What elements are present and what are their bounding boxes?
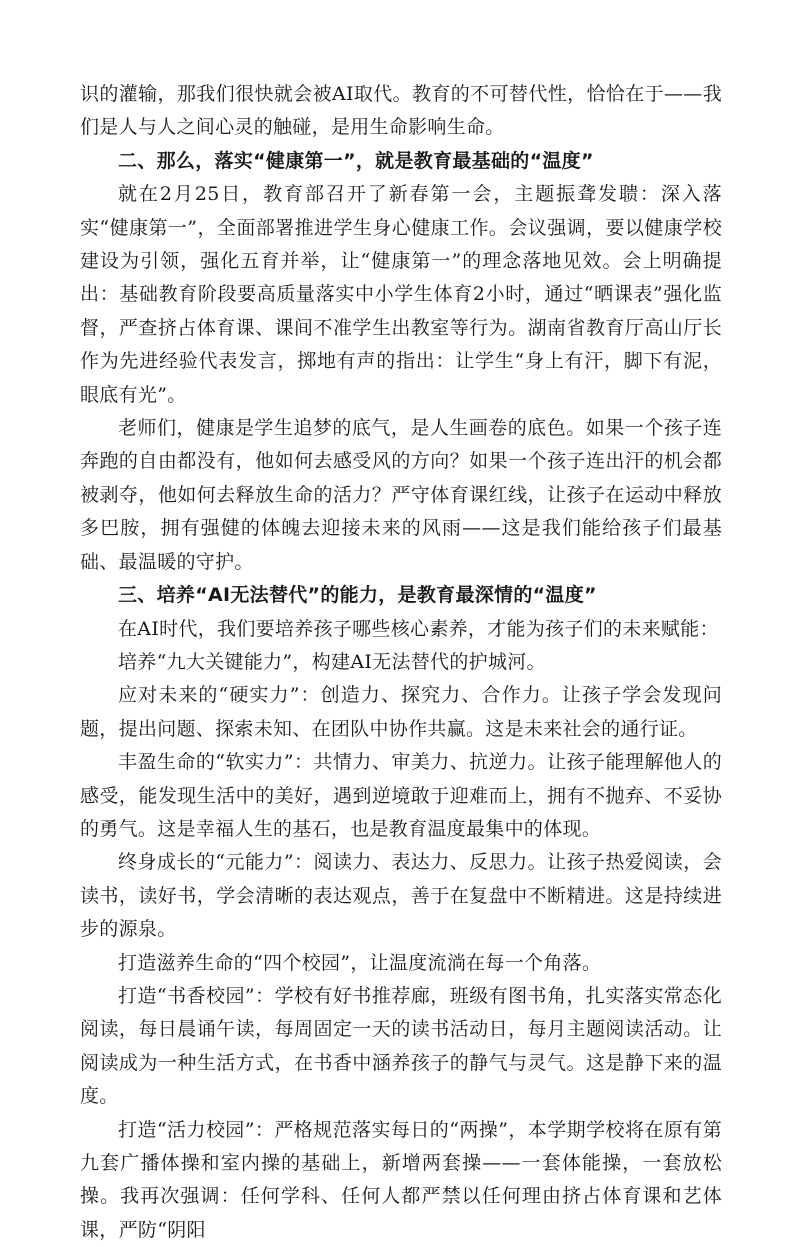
section-heading-2: 二、那么，落实“健康第一”，就是教育最基础的“温度” bbox=[118, 149, 594, 172]
paragraph-meeting: 就在2月25日，教育部召开了新春第一会，主题振聋发聩：深入落实“健康第一”，全面部署推进学生身心健康工作。会议强调，要以健康学校建设为引领，强化五育并举，让“健康第一”的理念落地见效。会上明确提出：基础教育阶段要高质量落实中小学生体育2小时，通过“晒课表”强化监督，严查挤占体育课、课间不准学生出教室等行为。湖南省教育厅高山厅长作为先进经验代表发言，掷地有声的指出：让学生“身上有汗，脚下有泥，眼底有光”。 bbox=[80, 183, 722, 406]
paragraph-health: 老师们，健康是学生追梦的底气，是人生画卷的底色。如果一个孩子连奔跑的自由都没有，他如何去感受风的方向？如果一个孩子连出汗的机会都被剥夺，他如何去释放生命的活力？严守体育课红线，让孩子在运动中释放多巴胺，拥有强健的体魄去迎接未来的风雨——这是我们能给孩子们最基础、最温暖的守护。 bbox=[80, 417, 722, 573]
paragraph-meta-ability: 终身成长的“元能力”：阅读力、表达力、反思力。让孩子热爱阅读，会读书，读好书，学会清晰的表达观点，善于在复盘中不断精进。这是持续进步的源泉。 bbox=[80, 851, 722, 941]
paragraph-hard-power: 应对未来的“硬实力”：创造力、探究力、合作力。让孩子学会发现问题，提出问题、探索未知、在团队中协作共赢。这是未来社会的通行证。 bbox=[80, 684, 722, 740]
paragraph-nine-abilities: 培养“九大关键能力”，构建AI无法替代的护城河。 bbox=[118, 650, 546, 673]
document-page bbox=[80, 78, 722, 1247]
paragraph-soft-power: 丰盈生命的“软实力”：共情力、审美力、抗逆力。让孩子能理解他人的感受，能发现生活中的美好，遇到逆境敢于迎难而上，拥有不抛弃、不妥协的勇气。这是幸福人生的基石，也是教育温度最集中的体现。 bbox=[80, 751, 722, 840]
section-heading-3: 三、培养“AI无法替代”的能力，是教育最深情的“温度” bbox=[118, 584, 597, 607]
paragraph-continuation: 识的灌输，那我们很快就会被AI取代。教育的不可替代性，恰恰在于——我们是人与人之间心灵的触碰，是用生命影响生命。 bbox=[80, 83, 722, 139]
paragraph-ai-era: 在AI时代，我们要培养孩子哪些核心素养，才能为孩子们的未来赋能： bbox=[118, 617, 719, 640]
paragraph-book-campus: 打造“书香校园”：学校有好书推荐廊，班级有图书角，扎实落实常态化阅读，每日晨诵午读，每周固定一天的读书活动日，每月主题阅读活动。让阅读成为一种生活方式，在书香中涵养孩子的静气与灵气。这是静下来的温度。 bbox=[80, 984, 722, 1108]
paragraph-vitality-campus: 打造“活力校园”：严格规范落实每日的“两操”，本学期学校将在原有第九套广播体操和室内操的基础上，新增两套操——一套体能操，一套放松操。我再次强调：任何学科、任何人都严禁以任何理由挤占体育课和艺体课，严防“阴阳 bbox=[80, 1118, 722, 1241]
paragraph-four-campuses: 打造滋养生命的“四个校园”，让温度流淌在每一个角落。 bbox=[118, 951, 602, 974]
